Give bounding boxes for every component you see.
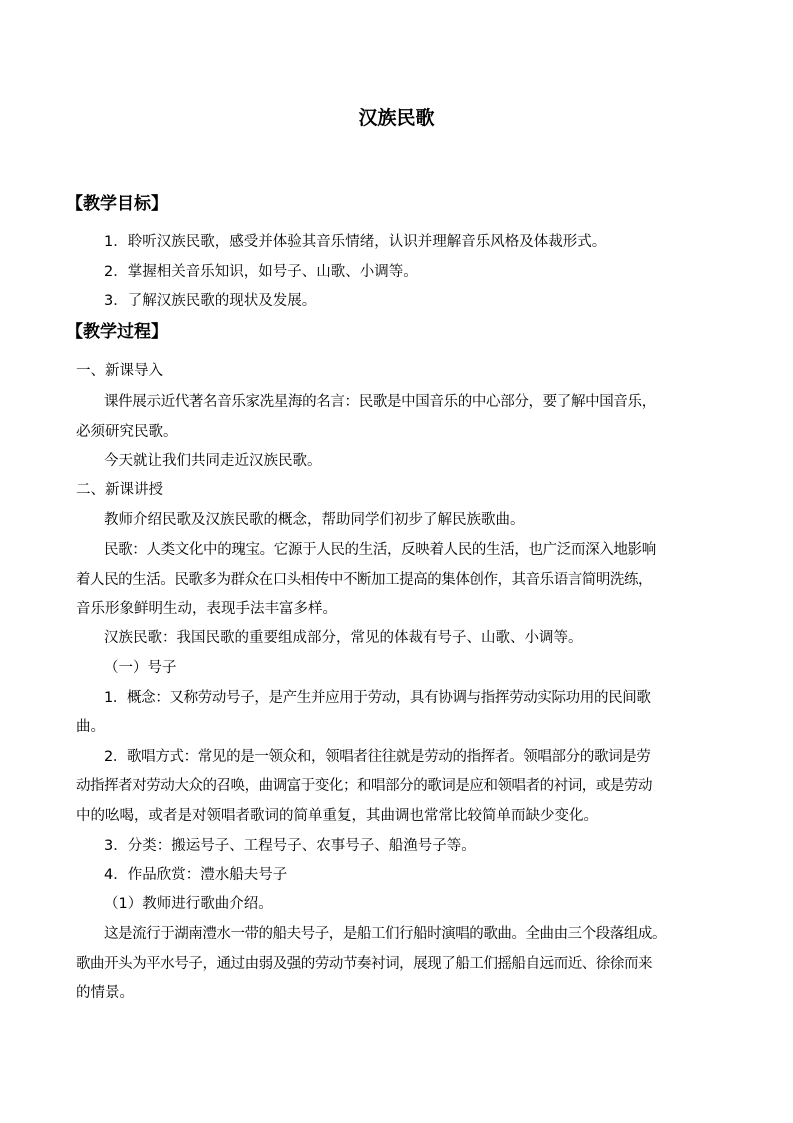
paragraph-line: 音乐形象鲜明生动，表现手法丰富多样。: [76, 601, 337, 617]
paragraph-line: 这是流行于湖南澧水一带的船夫号子，是船工们行船时演唱的歌曲。全曲由三个段落组成。: [104, 926, 666, 942]
paragraph-line: 3．分类：搬运号子、工程号子、农事号子、船渔号子等。: [104, 838, 476, 854]
paragraph-line: 民歌：人类文化中的瑰宝。它源于人民的生活，反映着人民的生活，也广泛而深入地影响: [104, 542, 656, 558]
paragraph-line: （1）教师进行歌曲介绍。: [104, 896, 273, 912]
paragraph-line: 中的吆喝，或者是对领唱者歌词的简单重复，其曲调也常常比较简单而缺少变化。: [76, 808, 598, 824]
paragraph-line: 的情景。: [76, 985, 134, 1001]
objective-item: 1．聆听汉族民歌，感受并体验其音乐情绪，认识并理解音乐风格及体裁形式。: [104, 234, 607, 250]
paragraph-line: 今天就让我们共同走近汉族民歌。: [104, 453, 322, 469]
paragraph-line: 着人民的生活。民歌多为群众在口头相传中不断加工提高的集体创作，其音乐语言简明洗练，: [76, 572, 653, 588]
paragraph-line: 课件展示近代著名音乐家冼星海的名言：民歌是中国音乐的中心部分，要了解中国音乐，: [104, 394, 656, 410]
paragraph-line: 汉族民歌：我国民歌的重要组成部分，常见的体裁有号子、山歌、小调等。: [104, 630, 583, 646]
paragraph-line: 动指挥者对劳动大众的召唤，曲调富于变化；和唱部分的歌词是应和领唱者的衬词，或是劳动: [76, 778, 653, 794]
subsection-heading: （一）号子: [104, 660, 177, 676]
paragraph-line: 4．作品欣赏：澧水船夫号子: [104, 867, 288, 883]
objective-item: 2．掌握相关音乐知识，如号子、山歌、小调等。: [104, 264, 418, 280]
paragraph-line: 必须研究民歌。: [76, 424, 178, 440]
objectives-heading: 【教学目标】: [66, 194, 168, 214]
document-title: 汉族民歌: [358, 107, 435, 129]
section-heading: 一、新课导入: [76, 363, 163, 379]
section-heading: 二、新课讲授: [76, 482, 163, 498]
paragraph-line: 曲。: [76, 719, 105, 735]
objective-item: 3．了解汉族民歌的现状及发展。: [104, 293, 317, 309]
process-heading: 【教学过程】: [66, 322, 168, 342]
paragraph-line: 教师介绍民歌及汉族民歌的概念，帮助同学们初步了解民族歌曲。: [104, 512, 525, 528]
paragraph-line: 歌曲开头为平水号子，通过由弱及强的劳动节奏衬词，展现了船工们摇船自远而近、徐徐而来: [76, 956, 653, 972]
paragraph-line: 1．概念：又称劳动号子，是产生并应用于劳动，具有协调与指挥劳动实际功用的民间歌: [104, 690, 651, 706]
paragraph-line: 2．歌唱方式：常见的是一领众和，领唱者往往就是劳动的指挥者。领唱部分的歌词是劳: [104, 749, 651, 765]
